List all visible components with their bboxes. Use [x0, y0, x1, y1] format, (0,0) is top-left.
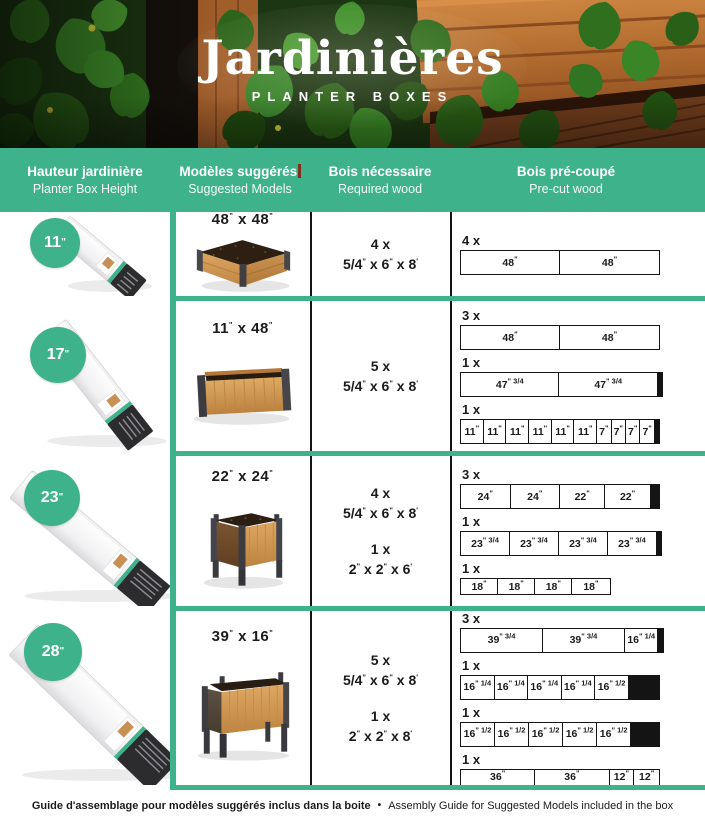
- footer-bullet: •: [377, 800, 382, 811]
- segment-length-label: 48": [601, 329, 618, 344]
- segment-length-label: $16^{" 1/4}$: [563, 678, 592, 693]
- board-segment: [597, 420, 611, 443]
- required-wood-item: [349, 706, 412, 746]
- scrap-piece: [657, 532, 661, 555]
- text-cursor-artifact: [298, 164, 301, 178]
- segment-length-label: $47^{" 3/4}$: [594, 376, 623, 391]
- segment-length-label: 11": [509, 423, 525, 438]
- precut-board-bar: [460, 531, 662, 556]
- board-segment: [535, 579, 572, 594]
- segment-length-label: $16^{" 1/2}$: [497, 725, 526, 740]
- planter-model-image: [176, 340, 309, 428]
- precut-cell: [452, 212, 705, 296]
- board-segment: [560, 485, 605, 508]
- wood-size-label: 5/4" x 6" x 8': [342, 378, 419, 394]
- planter-model-image: [176, 648, 309, 764]
- board-segment: [543, 629, 625, 652]
- precut-cell: [452, 456, 705, 606]
- segment-length-label: $47^{" 3/4}$: [495, 376, 524, 391]
- precut-cell: [452, 301, 705, 451]
- package-box-illustration: [0, 301, 170, 451]
- segment-length-label: $23^{" 3/4}$: [520, 535, 548, 550]
- segment-length-label: 11": [577, 423, 593, 438]
- segment-length-label: 11": [464, 423, 480, 438]
- board-segment: [461, 629, 543, 652]
- quantity-label: 5 x: [370, 652, 391, 668]
- model-size-label: 22" x 24": [211, 467, 274, 485]
- precut-quantity-label: 1 x: [462, 355, 481, 370]
- board-segment: [610, 770, 635, 785]
- table-body: [0, 212, 705, 790]
- segment-length-label: 36": [490, 769, 506, 783]
- segment-length-label: 11": [532, 423, 548, 438]
- board-segment: [552, 420, 575, 443]
- height-cell: [0, 301, 170, 451]
- segment-length-label: 12": [639, 769, 655, 783]
- segment-length-label: 22": [619, 488, 636, 503]
- board-segment: [612, 420, 626, 443]
- required-wood-item: [343, 234, 418, 274]
- segment-length-label: $16^{" 1/4}$: [627, 631, 656, 646]
- table-row: [0, 456, 705, 611]
- wood-size-label: 5/4" x 6" x 8': [342, 256, 419, 272]
- board-segment: [484, 420, 507, 443]
- scrap-piece: [631, 723, 659, 746]
- precut-group: [460, 402, 705, 444]
- footer-note-fr: Guide d'assemblage pour modèles suggérés inclus dans la boite: [31, 799, 371, 812]
- scrap-piece: [651, 485, 659, 508]
- segment-length-label: 48": [502, 329, 518, 344]
- precut-group: [460, 658, 705, 700]
- segment-length-label: $23^{" 3/4}$: [569, 535, 597, 550]
- wood-size-label: 5/4" x 6" x 8': [342, 672, 419, 688]
- planter-model-image-wrap: [176, 648, 309, 769]
- footer-note: [0, 790, 705, 821]
- board-segment: [572, 579, 609, 594]
- wood-size-label: 2" x 2" x 6': [348, 561, 413, 577]
- quantity-label: 1 x: [370, 708, 391, 724]
- precut-cell: [452, 611, 705, 785]
- precut-board-bar: [460, 419, 660, 444]
- model-size-label: 39" x 16": [211, 627, 274, 645]
- required-wood-item: [343, 483, 418, 523]
- segment-length-label: $16^{" 1/2}$: [565, 725, 594, 740]
- board-segment: [461, 420, 484, 443]
- segment-length-label: 18": [471, 579, 487, 593]
- precut-group: [460, 611, 705, 653]
- scrap-piece: [629, 676, 659, 699]
- quantity-label: 4 x: [370, 485, 391, 501]
- precut-quantity-label: 3 x: [462, 308, 481, 323]
- height-cell: [0, 456, 170, 606]
- board-segment: [529, 723, 563, 746]
- board-segment: [626, 420, 640, 443]
- segment-length-label: 18": [583, 579, 599, 593]
- table-row: [0, 301, 705, 456]
- quantity-label: 5 x: [370, 358, 391, 374]
- height-badge: 23 ": [24, 470, 80, 526]
- column-header-models-fr: [179, 164, 300, 179]
- segment-length-label: $16^{" 1/2}$: [597, 678, 626, 693]
- segment-length-label: $39^{" 3/4}$: [487, 631, 516, 646]
- planter-model-image: [176, 488, 309, 590]
- quantity-label: 4 x: [370, 236, 391, 252]
- board-segment: [528, 676, 562, 699]
- precut-board-bar: [460, 769, 660, 786]
- board-segment: [461, 676, 495, 699]
- column-header-models-en: Suggested Models: [188, 182, 292, 196]
- board-segment: [495, 676, 529, 699]
- segment-length-label: $16^{" 1/4}$: [463, 678, 492, 693]
- required-wood-cell: [312, 301, 449, 451]
- precut-group: [460, 233, 705, 275]
- board-segment: [511, 485, 561, 508]
- precut-quantity-label: 4 x: [462, 233, 481, 248]
- precut-group: [460, 752, 705, 786]
- column-header-precut-fr: Bois pré-coupé: [516, 164, 616, 179]
- board-segment: [634, 770, 659, 785]
- board-segment: [498, 579, 535, 594]
- board-segment: [529, 420, 552, 443]
- precut-board-bar: [460, 484, 660, 509]
- precut-group: [460, 514, 705, 556]
- board-segment: [640, 420, 654, 443]
- precut-group: [460, 705, 705, 747]
- precut-quantity-label: 1 x: [462, 704, 481, 720]
- segment-length-label: $23^{" 3/4}$: [471, 535, 499, 550]
- precut-board-bar: [460, 250, 660, 275]
- segment-length-label: 24": [477, 488, 493, 503]
- segment-length-label: 18": [545, 579, 561, 593]
- board-segment: [461, 373, 559, 396]
- segment-length-label: $16^{" 1/2}$: [599, 725, 628, 740]
- model-cell: [176, 611, 309, 785]
- hero-photo: [0, 0, 705, 148]
- precut-quantity-label: 3 x: [462, 467, 481, 482]
- board-segment: [560, 326, 659, 349]
- board-segment: [563, 723, 597, 746]
- required-wood-item: [343, 356, 418, 396]
- height-badge: 17 ": [30, 327, 86, 383]
- column-header-height: [0, 148, 170, 212]
- segment-length-label: 12": [613, 769, 629, 783]
- segment-length-label: $23^{" 3/4}$: [618, 535, 646, 550]
- board-segment: [597, 723, 631, 746]
- segment-length-label: 48": [502, 254, 518, 269]
- table-row: [0, 212, 705, 301]
- column-header-models: [170, 148, 310, 212]
- column-header-height-en: Planter Box Height: [32, 182, 138, 196]
- segment-length-label: 7": [599, 423, 609, 438]
- segment-length-label: 24": [527, 488, 543, 503]
- board-segment: [559, 532, 608, 555]
- column-header-wood-fr: Bois nécessaire: [328, 164, 432, 179]
- board-segment: [574, 420, 597, 443]
- precut-quantity-label: 1 x: [462, 751, 481, 767]
- package-box-illustration: [0, 611, 170, 785]
- segment-length-label: 18": [508, 579, 524, 593]
- board-segment: [559, 373, 657, 396]
- board-segment: [461, 326, 560, 349]
- board-segment: [605, 485, 650, 508]
- board-segment: [510, 532, 559, 555]
- segment-length-label: 22": [574, 488, 590, 503]
- board-segment: [495, 723, 529, 746]
- segment-length-label: 11": [555, 423, 570, 438]
- segment-length-label: $16^{" 1/2}$: [531, 725, 560, 740]
- package-box-illustration: [0, 212, 170, 296]
- precut-board-bar: [460, 578, 611, 595]
- board-segment: [461, 532, 510, 555]
- scrap-piece: [655, 420, 659, 443]
- page-subtitle: PLANTER BOXES: [251, 89, 454, 104]
- board-segment: [461, 770, 535, 785]
- precut-quantity-label: 3 x: [462, 610, 481, 626]
- board-segment: [608, 532, 657, 555]
- board-segment: [625, 629, 659, 652]
- column-header-wood: [310, 148, 450, 212]
- precut-board-bar: [460, 628, 664, 653]
- planter-model-image-wrap: [176, 231, 309, 298]
- column-header-height-fr: Hauteur jardinière: [27, 164, 143, 179]
- column-header-models-fr-text: Modèles suggérés: [179, 164, 298, 179]
- required-wood-cell: [312, 611, 449, 785]
- height-cell: [0, 611, 170, 785]
- model-cell: [176, 212, 309, 296]
- segment-length-label: $16^{" 1/2}$: [463, 725, 492, 740]
- board-segment: [461, 579, 498, 594]
- segment-length-label: 7": [642, 423, 652, 438]
- precut-board-bar: [460, 325, 660, 350]
- board-segment: [506, 420, 529, 443]
- precut-quantity-label: 1 x: [462, 561, 481, 576]
- package-box-illustration: [0, 456, 170, 606]
- height-badge: 11 ": [30, 218, 80, 268]
- board-segment: [461, 723, 495, 746]
- column-header-precut-en: Pre-cut wood: [529, 182, 603, 196]
- quantity-label: 1 x: [370, 541, 391, 557]
- segment-length-label: $16^{" 1/4}$: [496, 678, 525, 693]
- segment-length-label: 7": [628, 423, 638, 438]
- required-wood-cell: [312, 212, 449, 296]
- precut-board-bar: [460, 722, 660, 747]
- board-segment: [461, 251, 560, 274]
- table-row: [0, 611, 705, 790]
- model-cell: [176, 456, 309, 606]
- board-segment: [560, 251, 659, 274]
- model-cell: [176, 301, 309, 451]
- planter-model-image-wrap: [176, 340, 309, 433]
- precut-group: [460, 355, 705, 397]
- precut-quantity-label: 1 x: [462, 514, 481, 529]
- model-size-label: 11" x 48": [212, 319, 273, 337]
- precut-quantity-label: 1 x: [462, 657, 481, 673]
- column-header-wood-en: Required wood: [337, 182, 423, 196]
- precut-quantity-label: 1 x: [462, 402, 481, 417]
- scrap-piece: [658, 629, 662, 652]
- height-cell: [0, 212, 170, 296]
- required-wood-item: [343, 650, 418, 690]
- footer-note-en: Assembly Guide for Suggested Models included in the box: [388, 799, 674, 812]
- height-badge: 28 ": [24, 623, 82, 681]
- board-segment: [535, 770, 609, 785]
- precut-group: [460, 561, 705, 595]
- column-header-precut: [450, 148, 682, 212]
- segment-length-label: $39^{" 3/4}$: [569, 631, 598, 646]
- precut-board-bar: [460, 372, 663, 397]
- required-wood-item: [349, 539, 412, 579]
- precut-group: [460, 308, 705, 350]
- board-segment: [562, 676, 596, 699]
- page-title: Jardinières: [201, 31, 504, 86]
- segment-length-label: 48": [601, 254, 618, 269]
- planter-model-image: [176, 231, 309, 293]
- required-wood-cell: [312, 456, 449, 606]
- segment-length-label: $16^{" 1/4}$: [530, 678, 559, 693]
- segment-length-label: 7": [613, 423, 623, 438]
- board-segment: [461, 485, 511, 508]
- model-size-label: 48" x 48": [211, 210, 274, 228]
- column-header-band: [0, 148, 705, 212]
- segment-length-label: 11": [487, 423, 502, 438]
- wood-size-label: 5/4" x 6" x 8': [342, 505, 419, 521]
- precut-board-bar: [460, 675, 660, 700]
- precut-group: [460, 467, 705, 509]
- scrap-piece: [658, 373, 662, 396]
- segment-length-label: 36": [564, 769, 580, 783]
- planter-model-image-wrap: [176, 488, 309, 595]
- wood-size-label: 2" x 2" x 8': [348, 728, 413, 744]
- board-segment: [595, 676, 629, 699]
